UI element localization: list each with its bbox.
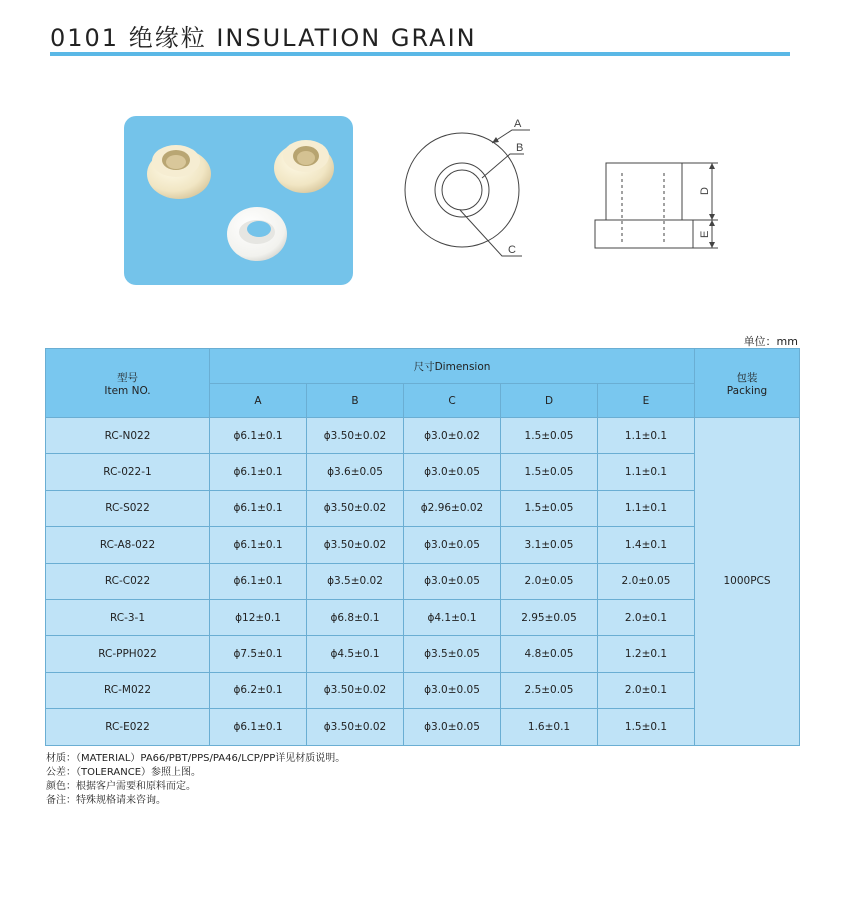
- table-row: [46, 418, 800, 454]
- grain-bottom: [227, 207, 287, 261]
- cell-c: ϕ3.0±0.05: [404, 563, 501, 599]
- cell-a: ϕ6.1±0.1: [210, 527, 307, 563]
- note-material: 材质：（MATERIAL）PA66/PBT/PPS/PA46/LCP/PP详见材质说明。: [46, 753, 346, 764]
- cell-e: 1.1±0.1: [598, 454, 695, 490]
- label-e: E: [699, 230, 711, 238]
- cell-c: ϕ3.0±0.05: [404, 527, 501, 563]
- cell-c: ϕ2.96±0.02: [404, 490, 501, 526]
- cell-d: 1.6±0.1: [501, 709, 598, 745]
- note-tolerance: 公差：（TOLERANCE）参照上图。: [46, 767, 202, 778]
- note-remark: 备注：特殊规格请来咨询。: [46, 795, 166, 806]
- cell-c: ϕ3.0±0.05: [404, 672, 501, 708]
- table-row: [46, 672, 800, 708]
- cell-c: ϕ3.0±0.02: [404, 418, 501, 454]
- title-underline: [50, 52, 790, 56]
- table-row: [46, 599, 800, 635]
- cell-a: ϕ6.1±0.1: [210, 563, 307, 599]
- cell-b: ϕ3.50±0.02: [307, 490, 404, 526]
- cell-b: ϕ4.5±0.1: [307, 636, 404, 672]
- label-d: D: [699, 187, 711, 195]
- cell-item: RC-A8-022: [46, 527, 210, 563]
- cell-item: RC-E022: [46, 709, 210, 745]
- cell-e: 1.5±0.1: [598, 709, 695, 745]
- grain-right: [274, 140, 334, 193]
- header-item-no-cn: 型号: [117, 371, 138, 384]
- label-a: A: [514, 118, 522, 130]
- spec-table: [45, 348, 800, 746]
- cell-b: ϕ3.50±0.02: [307, 672, 404, 708]
- label-b: B: [516, 142, 524, 154]
- notes-block: [46, 752, 345, 808]
- table-row: [46, 709, 800, 745]
- side-view-diagram: [590, 155, 730, 255]
- note-color: 颜色：根据客户需要和原料而定。: [46, 781, 196, 792]
- cell-e: 1.1±0.1: [598, 418, 695, 454]
- header-col-c: C: [404, 384, 501, 418]
- front-view-diagram: [400, 112, 530, 262]
- cell-a: ϕ6.1±0.1: [210, 490, 307, 526]
- cell-d: 3.1±0.05: [501, 527, 598, 563]
- cell-a: ϕ6.1±0.1: [210, 418, 307, 454]
- page-title: 0101 绝缘粒 INSULATION GRAIN: [50, 24, 477, 52]
- cell-b: ϕ3.50±0.02: [307, 418, 404, 454]
- cell-e: 1.1±0.1: [598, 490, 695, 526]
- cell-item: RC-PPH022: [46, 636, 210, 672]
- cell-a: ϕ6.1±0.1: [210, 709, 307, 745]
- cell-c: ϕ3.5±0.05: [404, 636, 501, 672]
- cell-e: 2.0±0.1: [598, 599, 695, 635]
- cell-item: RC-M022: [46, 672, 210, 708]
- cell-d: 1.5±0.05: [501, 490, 598, 526]
- cell-item: RC-3-1: [46, 599, 210, 635]
- header-item-no-en: Item NO.: [104, 384, 151, 397]
- product-photo: [124, 116, 353, 285]
- cell-c: ϕ3.0±0.05: [404, 454, 501, 490]
- header-item-no: [46, 349, 210, 418]
- cell-b: ϕ3.5±0.02: [307, 563, 404, 599]
- grain-left: [147, 145, 211, 199]
- table-row: [46, 527, 800, 563]
- cell-d: 2.5±0.05: [501, 672, 598, 708]
- header-col-b: B: [307, 384, 404, 418]
- cell-b: ϕ3.6±0.05: [307, 454, 404, 490]
- cell-d: 1.5±0.05: [501, 418, 598, 454]
- header-col-d: D: [501, 384, 598, 418]
- cell-d: 2.95±0.05: [501, 599, 598, 635]
- cell-c: ϕ3.0±0.05: [404, 709, 501, 745]
- cell-e: 2.0±0.1: [598, 672, 695, 708]
- cell-b: ϕ3.50±0.02: [307, 709, 404, 745]
- header-packing: [695, 349, 800, 418]
- cell-item: RC-S022: [46, 490, 210, 526]
- header-packing-cn: 包装: [736, 371, 758, 384]
- cell-e: 1.4±0.1: [598, 527, 695, 563]
- cell-item: RC-C022: [46, 563, 210, 599]
- header-dimension: 尺寸Dimension: [210, 349, 695, 384]
- cell-b: ϕ6.8±0.1: [307, 599, 404, 635]
- cell-a: ϕ6.2±0.1: [210, 672, 307, 708]
- header-col-a: A: [210, 384, 307, 418]
- cell-item: RC-N022: [46, 418, 210, 454]
- table-row: [46, 563, 800, 599]
- table-row: [46, 454, 800, 490]
- cell-c: ϕ4.1±0.1: [404, 599, 501, 635]
- header-packing-en: Packing: [726, 384, 768, 397]
- cell-b: ϕ3.50±0.02: [307, 527, 404, 563]
- table-row: [46, 490, 800, 526]
- cell-a: ϕ7.5±0.1: [210, 636, 307, 672]
- cell-e: 2.0±0.05: [598, 563, 695, 599]
- label-c: C: [508, 244, 516, 256]
- cell-d: 4.8±0.05: [501, 636, 598, 672]
- table-row: [46, 636, 800, 672]
- cell-e: 1.2±0.1: [598, 636, 695, 672]
- cell-d: 2.0±0.05: [501, 563, 598, 599]
- unit-label: 单位：mm: [743, 335, 798, 348]
- cell-packing: 1000PCS: [695, 418, 800, 746]
- cell-item: RC-022-1: [46, 454, 210, 490]
- header-col-e: E: [598, 384, 695, 418]
- cell-a: ϕ6.1±0.1: [210, 454, 307, 490]
- cell-d: 1.5±0.05: [501, 454, 598, 490]
- cell-a: ϕ12±0.1: [210, 599, 307, 635]
